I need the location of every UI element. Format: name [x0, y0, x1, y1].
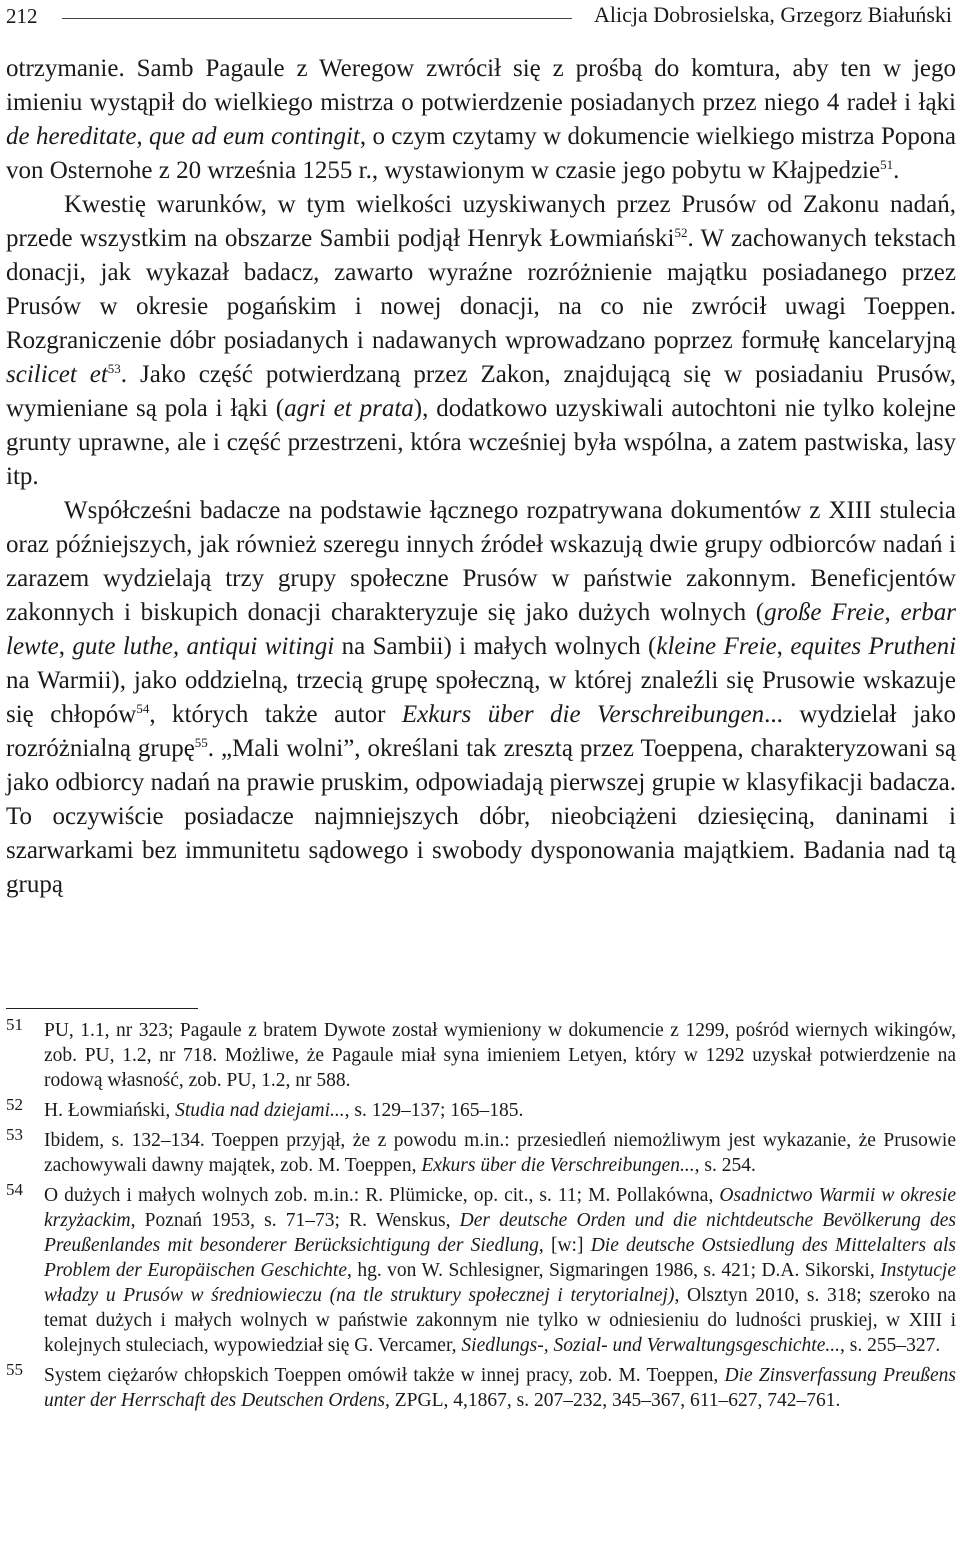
- italic-text: gute luthe, antiqui witingi: [72, 633, 335, 660]
- text-run: ... wydzielał jako rozróżnialną grupę: [6, 701, 956, 762]
- italic-text: Der deutsche Orden und die nichtdeutsche Bevölkerung des Preußenlandes mit besonderer Berücksichtigung der Siedlung: [44, 1210, 956, 1256]
- text-run: O dużych i małych wolnych zob. m.in.: R. Plümicke, op. cit., s. 11; M. Pollakówna,: [44, 1185, 720, 1206]
- footnote-ref: 52: [674, 225, 688, 240]
- footnote: [6, 1015, 956, 1093]
- paragraph: [6, 494, 956, 902]
- text-run: , Olsztyn 2010, s. 318; szeroko na temat dużych i małych wolnych w państwie zakonnym nie tylko w odniesieniu do ludności pruskiej, w XIII i kolejnych stuleciach, wypowiedział się G. Vercamer,: [44, 1285, 957, 1356]
- text-run: , ZPGL, 4,1867, s. 207–232, 345–367, 611–627, 742–761.: [385, 1390, 841, 1411]
- footnote: [6, 1360, 956, 1413]
- paragraph: [6, 52, 956, 188]
- italic-text: de hereditate, que ad eum contingit: [6, 123, 360, 150]
- footnote: [6, 1095, 956, 1123]
- footnote-number: 55: [6, 1360, 23, 1379]
- text-run: , hg. von W. Schlesigner, Sigmaringen 1986, s. 421; D.A. Sikorski,: [347, 1260, 881, 1281]
- text-run: , o czym czytamy w dokumencie wielkiego mistrza Popona von Osternohe z 20 września 1255 r., wystawionym w czasie jego pobytu w Kłajpedzie: [6, 123, 956, 184]
- footnote-ref: 53: [107, 361, 121, 376]
- text-run: .: [893, 157, 900, 184]
- italic-text: Instytucje władzy u Prusów w średniowieczu (na tle struktury społecznej i terytorialnej): [44, 1260, 956, 1306]
- italic-text: Die deutsche Ostsiedlung des Mittelalters als Problem der Europäischen Geschichte: [44, 1235, 956, 1281]
- page-header: [0, 0, 960, 40]
- main-text: [6, 52, 956, 902]
- footnote-ref: 54: [136, 701, 150, 716]
- italic-text: Osadnictwo Warmii w okresie krzyżackim: [44, 1185, 956, 1231]
- footnotes: [6, 1015, 957, 1418]
- italic-text: agri et prata: [284, 395, 414, 422]
- footnote-number: 51: [6, 1015, 23, 1034]
- italic-text: equites Prutheni: [790, 633, 957, 660]
- text-run: H. Łowmiański,: [44, 1100, 176, 1121]
- text-run: Kwestię warunków, w tym wielkości uzyskiwanych przez Prusów od Zakonu nadań, przede wszystkim na obszarze Sambii podjął Henryk Łowmiański: [6, 191, 956, 252]
- text-run: , których także autor: [149, 701, 402, 728]
- paragraph: [6, 188, 956, 494]
- text-run: otrzymanie. Samb Pagaule z Weregow zwrócił się z prośbą do komtura, aby ten w jego imieniu wystąpił do wielkiego mistrza o potwierdzenie posiadanych przez niego 4 radeł i łąki: [6, 55, 956, 116]
- footnote-separator: [6, 1008, 198, 1009]
- text-run: ,: [776, 633, 791, 660]
- footnote-number: 52: [6, 1095, 23, 1114]
- text-run: , [w:]: [538, 1235, 591, 1256]
- italic-text: scilicet et: [6, 361, 108, 388]
- text-run: . Jako część potwierdzaną przez Zakon, znajdującą się w posiadaniu Prusów, wymieniane są pola i łąki (: [6, 361, 956, 422]
- italic-text: Exkurs über die Verschreibungen: [401, 701, 765, 728]
- italic-text: Siedlungs-, Sozial- und Verwaltungsgeschichte...: [461, 1335, 841, 1356]
- footnote-ref: 55: [194, 735, 208, 750]
- footnote-ref: 51: [880, 157, 894, 172]
- text-run: ), dodatkowo uzyskiwali autochtoni nie tylko kolejne grunty uprawne, ale i część przestrzeni, która wcześniej była wspólna, a zatem pastwiska, lasy itp.: [6, 395, 956, 490]
- italic-text: Studia nad dziejami...: [175, 1100, 345, 1121]
- text-run: Współcześni badacze na podstawie łącznego rozpatrywana dokumentów z XIII stulecia oraz późniejszych, jak również szeregu innych źródeł wskazują dwie grupy odbiorców nadań i zarazem wydzielają trzy grupy społeczne Prusów w państwie zakonnym. Beneficjentów zakonnych i biskupich donacji charakteryzuje się jako dużych wolnych (: [6, 497, 956, 626]
- text-run: , s. 254.: [694, 1155, 756, 1176]
- text-run: , Poznań 1953, s. 71–73; R. Wenskus,: [130, 1210, 460, 1231]
- italic-text: Die Zinsverfassung Preußens unter der Herrschaft des Deutschen Ordens: [44, 1365, 956, 1411]
- text-run: , s. 255–327.: [840, 1335, 941, 1356]
- text-run: na Warmii), jako oddzielną, trzecią grupę społeczną, w której znaleźli się Prusowie wskazuje się chłopów: [6, 667, 956, 728]
- italic-text: große Freie: [764, 599, 885, 626]
- text-run: na Sambii) i małych wolnych (: [334, 633, 657, 660]
- footnote: [6, 1180, 957, 1358]
- footnote-number: 54: [6, 1180, 23, 1199]
- text-run: ,: [884, 599, 901, 626]
- text-run: . „Mali wolni”, określani tak zresztą przez Toeppena, charakteryzowani są jako odbiorcy nadań na prawie pruskim, odpowiadają pierwszej grupie w klasyfikacji badacza. To oczywiście posiadacze najmniejszych dóbr, nieobciążeni dziesięciną, daninami i szarwarkami bez immunitetu sądowego i swobody dysponowania majątkiem. Badania nad tą grupą: [6, 735, 956, 898]
- page-number: 212: [6, 4, 38, 28]
- text-run: ,: [58, 633, 73, 660]
- running-head-authors: Alicja Dobrosielska, Grzegorz Białuński: [593, 2, 952, 27]
- italic-text: kleine Freie: [656, 633, 777, 660]
- text-run: . W zachowanych tekstach donacji, jak wykazał badacz, zawarto wyraźne rozróżnienie majątku posiadanego przez Prusów w okresie pogańskim i nowej donacji, na co nie zwrócił uwagi Toeppen. Rozgraniczenie dóbr posiadanych i nadawanych wprowadzano poprzez formułę kancelaryjną: [6, 225, 956, 354]
- text-run: PU, 1.1, nr 323; Pagaule z bratem Dywote został wymieniony w dokumencie z 1299, pośród wiernych wikingów, zob. PU, 1.2, nr 718. Możliwe, że Pagaule miał syna imieniem Letyen, który w 1292 uzyskał potwierdzenie na rodową własność, zob. PU, 1.2, nr 588.: [44, 1020, 956, 1091]
- text-run: , s. 129–137; 165–185.: [344, 1100, 524, 1121]
- italic-text: Exkurs über die Verschreibungen...: [421, 1155, 695, 1176]
- italic-text: erbar lewte: [6, 599, 957, 660]
- header-rule: [62, 18, 572, 19]
- text-run: Ibidem, s. 132–134. Toeppen przyjął, że z powodu m.in.: przesiedleń niemożliwym jest wykazanie, że Prusowie zachowywali dawny majątek, zob. M. Toeppen,: [44, 1130, 956, 1176]
- footnote: [6, 1125, 956, 1178]
- text-run: System ciężarów chłopskich Toeppen omówił także w innej pracy, zob. M. Toeppen,: [44, 1365, 725, 1386]
- footnote-number: 53: [6, 1125, 23, 1144]
